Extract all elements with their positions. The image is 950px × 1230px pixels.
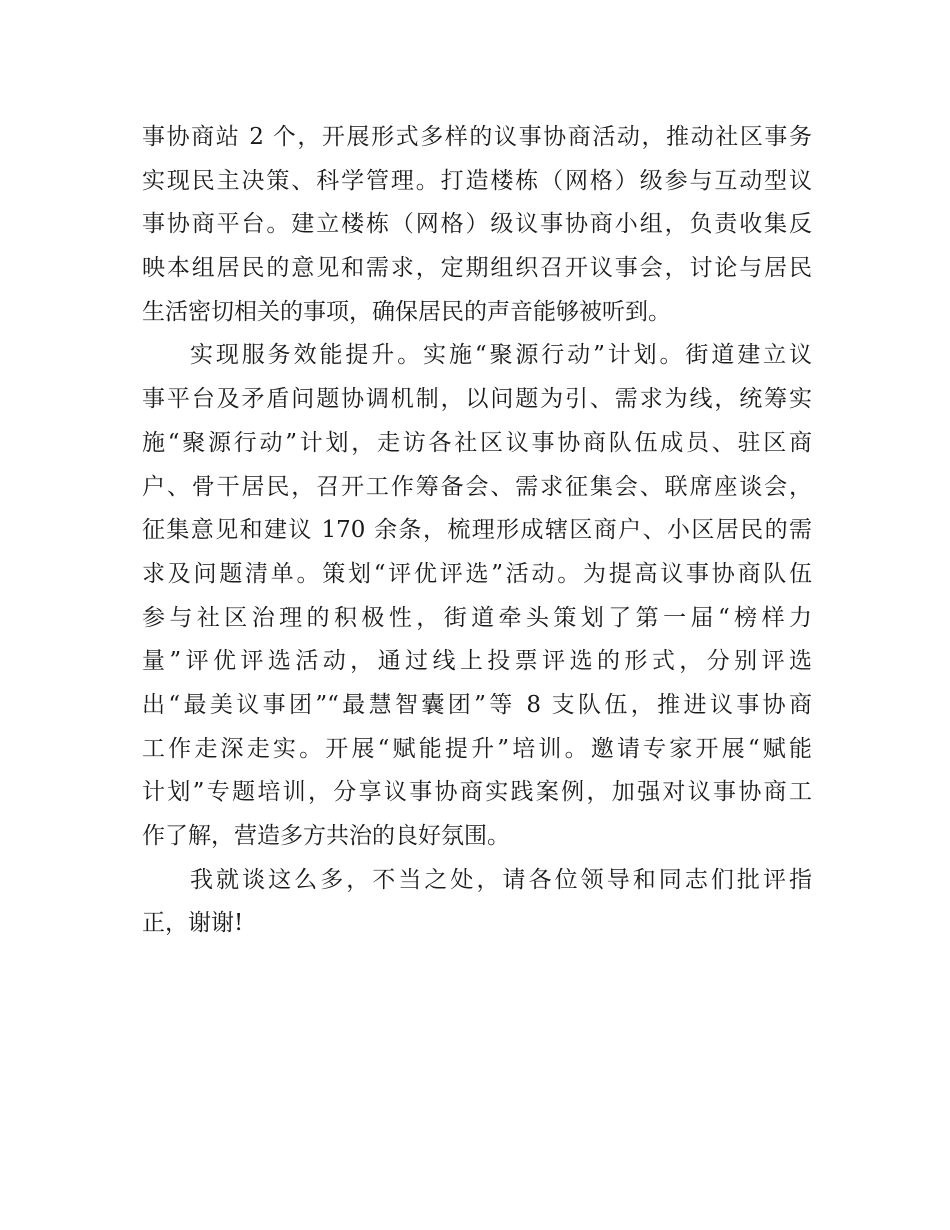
paragraph-line: 户、骨干居民，召开工作筹备会、需求征集会、联席座谈会， xyxy=(142,473,812,500)
paragraph-line: 事协商平台。建立楼栋（网格）级议事协商小组，负责收集反 xyxy=(142,211,812,238)
paragraph-line: 施“聚源行动”计划，走访各社区议事协商队伍成员、驻区商 xyxy=(142,429,812,456)
paragraph-line: 实现服务效能提升。实施“聚源行动”计划。街道建立议 xyxy=(190,342,812,369)
paragraph-line: 我就谈这么多，不当之处，请各位领导和同志们批评指 xyxy=(190,866,812,893)
paragraph-line: 工作走深走实。开展“赋能提升”培训。邀请专家开展“赋能 xyxy=(142,735,812,762)
paragraph-line: 作了解，营造多方共治的良好氛围。 xyxy=(142,823,510,849)
paragraph-line: 求及问题清单。策划“评优评选”活动。为提高议事协商队伍 xyxy=(142,560,812,587)
paragraph-line: 生活密切相关的事项，确保居民的声音能够被听到。 xyxy=(142,298,671,325)
paragraph-3 xyxy=(142,859,812,946)
paragraph-1 xyxy=(142,116,812,334)
paragraph-line: 实现民主决策、科学管理。打造楼栋（网格）级参与互动型议 xyxy=(142,167,812,194)
paragraph-2 xyxy=(142,334,812,858)
paragraph-line: 事平台及矛盾问题协调机制，以问题为引、需求为线，统筹实 xyxy=(142,386,812,413)
paragraph-line: 参与社区治理的积极性，街道牵头策划了第一届“榜样力 xyxy=(142,604,812,631)
paragraph-line: 征集意见和建议 170 余条，梳理形成辖区商户、小区居民的需 xyxy=(142,517,812,544)
paragraph-line: 事协商站 2 个，开展形式多样的议事协商活动，推动社区事务 xyxy=(142,124,812,150)
paragraph-line: 映本组居民的意见和需求，定期组织召开议事会，讨论与居民 xyxy=(142,255,812,282)
paragraph-line: 计划”专题培训，分享议事协商实践案例，加强对议事协商工 xyxy=(142,779,812,806)
paragraph-line: 量”评优评选活动，通过线上投票评选的形式，分别评选 xyxy=(142,648,812,675)
paragraph-line: 正，谢谢! xyxy=(142,910,244,937)
document-body xyxy=(142,116,812,946)
paragraph-line: 出“最美议事团”“最慧智囊团”等 8 支队伍，推进议事协商 xyxy=(142,691,812,718)
